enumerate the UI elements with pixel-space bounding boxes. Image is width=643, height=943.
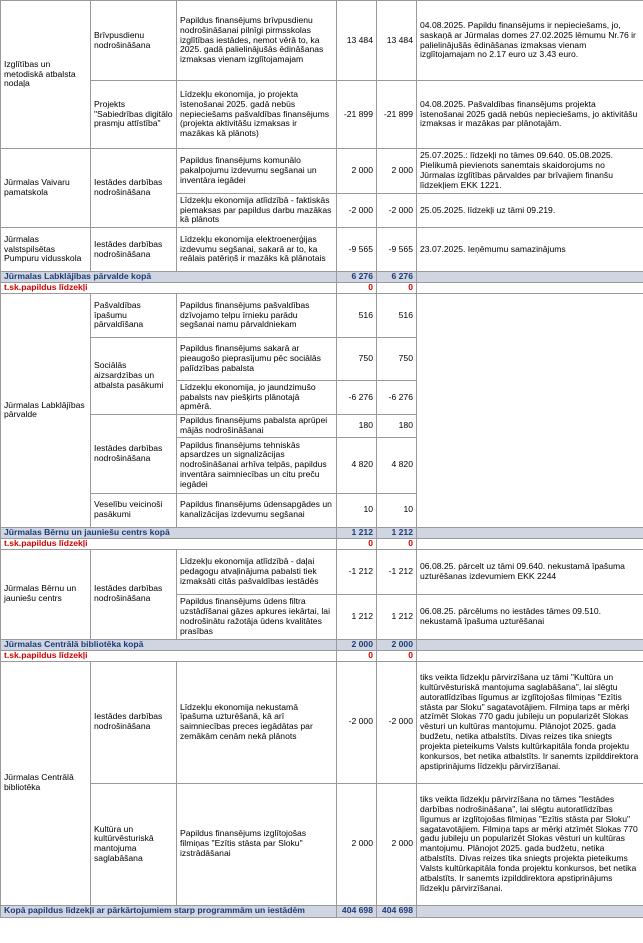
value-cell: -1 212 [337, 549, 377, 594]
value-cell: 180 [377, 415, 417, 438]
subtotal-label: Jūrmalas Bērnu un jauniešu centrs kopā [1, 527, 337, 538]
description-cell: Papildus finansējums ūdensapgādes un kanalizācijas izdevumu segšanai [177, 493, 337, 527]
subtotal-value: 6 276 [337, 272, 377, 283]
value-cell: -21 899 [377, 81, 417, 149]
institution-cell: Izglītības un metodiskā atbalsta nodaļa [1, 1, 91, 149]
description-cell: Līdzekļu ekonomija, jo jaundzimušo pabalsts nav piešķirts plānotajā apmērā. [177, 381, 337, 415]
subtotal-label: Jūrmalas Centrālā bibliotēka kopā [1, 639, 337, 650]
grand-total-value: 404 698 [377, 905, 417, 917]
description-cell: Papildus finansējums sakarā ar pieaugošo pieprasījumu pēc sociālās palīdzības pabalsta [177, 338, 337, 381]
institution-cell: Jūrmalas valstspilsētas Pumpuru vidusskola [1, 228, 91, 272]
value-cell: -2 000 [337, 661, 377, 783]
program-cell: Pašvaldības īpašumu pārvaldīšana [91, 294, 177, 338]
description-cell: Līdzekļu ekonomija atlīdzībā - faktiskās piemaksas par papildus darbu mazākas kā plānots [177, 194, 337, 228]
value-cell: 13 484 [377, 1, 417, 81]
subtotal-value: 6 276 [377, 272, 417, 283]
description-cell: Papildus finansējums izglītojošas filmiņas "Ezītis stāsta par Sloku" izstrādāšanai [177, 783, 337, 905]
value-cell: 4 820 [337, 437, 377, 493]
program-cell: Kultūra un kultūrvēsturiskā mantojuma saglabāšana [91, 783, 177, 905]
description-cell: Papildus finansējums tehniskās apsardzes un signalizācijas nodrošināšanai arhīva telpās, papildus inventāra saimniecības un citu preču iegādei [177, 437, 337, 493]
table-row [1, 549, 643, 594]
subtotal-row [1, 639, 643, 650]
additional-funds-value: 0 [337, 283, 377, 294]
note-cell: 25.05.2025. līdzekļi uz tāmi 09.219. [417, 194, 643, 228]
description-cell: Papildus finansējums pabalsta aprūpei mājās nodrošināšanai [177, 415, 337, 438]
description-cell: Līdzekļu ekonomija atlīdzībā - daļai pedagogu atvaļinājuma pabalsti tiek izmaksāti citās pašvaldības iestādēs [177, 549, 337, 594]
table-row [1, 783, 643, 905]
value-cell: -9 565 [377, 228, 417, 272]
value-cell: 13 484 [337, 1, 377, 81]
note-cell: 06.08.25. pārcēlums no iestādes tāmes 09.510. nekustamā īpašuma uzturēšanai [417, 594, 643, 639]
grand-total-value: 404 698 [337, 905, 377, 917]
value-cell: 750 [377, 338, 417, 381]
value-cell: -2 000 [377, 661, 417, 783]
description-cell: Papildus finansējums brīvpusdienu nodrošināšanai pilnīgi pirmsskolas izglītības iestādes, nemot vērā to, ka 2025. gadā palielinājušās ēdināšanas izmaksas vienam izglītojamajam [177, 1, 337, 81]
description-cell: Papildus finansējums pašvaldības dzīvojamo telpu īrnieku parādu segšanai namu pārvaldniekam [177, 294, 337, 338]
table-row [1, 81, 643, 149]
additional-funds-value: 0 [377, 650, 417, 661]
program-cell: Iestādes darbības nodrošināšana [91, 661, 177, 783]
program-cell: Sociālās aizsardzības un atbalsta pasākumi [91, 338, 177, 415]
table-row [1, 294, 643, 338]
grand-total-row [1, 905, 643, 917]
program-cell: Iestādes darbības nodrošināšana [91, 149, 177, 228]
subtotal-value: 2 000 [377, 639, 417, 650]
program-cell: Veselību veicinoši pasākumi [91, 493, 177, 527]
description-cell: Līdzekļu ekonomija, jo projekta īstenošanai 2025. gadā nebūs nepieciešams pašvaldības finansējums (projekta aktivitāšu izmaksas ir mazākas kā plānots) [177, 81, 337, 149]
additional-funds-row [1, 283, 643, 294]
institution-cell: Jūrmalas Bērnu un jauniešu centrs [1, 549, 91, 639]
subtotal-row [1, 272, 643, 283]
subtotal-label: Jūrmalas Labklājības pārvalde kopā [1, 272, 337, 283]
value-cell: 2 000 [377, 149, 417, 194]
value-cell: -6 276 [377, 381, 417, 415]
program-cell: Brīvpusdienu nodrošināšana [91, 1, 177, 81]
note-cell: 04.08.2025. Pašvaldības finansējums projekta īstenošanai 2025 gadā nebūs nepieciešams, jo aktivitāšu izmaksas ir mazākas par plānotajām. [417, 81, 643, 149]
subtotal-value: 1 212 [377, 527, 417, 538]
additional-funds-value: 0 [377, 283, 417, 294]
value-cell: 10 [337, 493, 377, 527]
value-cell: 10 [377, 493, 417, 527]
value-cell: 2 000 [337, 149, 377, 194]
value-cell: 1 212 [377, 594, 417, 639]
program-cell: Iestādes darbības nodrošināšana [91, 228, 177, 272]
additional-funds-row [1, 538, 643, 549]
additional-funds-label: t.sk.papildus līdzekļi [1, 538, 337, 549]
table-row [1, 228, 643, 272]
value-cell: -21 899 [337, 81, 377, 149]
value-cell: -2 000 [337, 194, 377, 228]
value-cell: -9 565 [337, 228, 377, 272]
institution-cell: Jūrmalas Vaivaru pamatskola [1, 149, 91, 228]
description-cell: Papildus finansējums komunālo pakalpojumu izdevumu segšanai un inventāra iegādei [177, 149, 337, 194]
value-cell: 516 [337, 294, 377, 338]
additional-funds-label: t.sk.papildus līdzekļi [1, 650, 337, 661]
additional-funds-value: 0 [337, 650, 377, 661]
institution-cell: Jūrmalas Centrālā bibliotēka [1, 661, 91, 905]
subtotal-value: 2 000 [337, 639, 377, 650]
value-cell: 4 820 [377, 437, 417, 493]
value-cell: 1 212 [337, 594, 377, 639]
program-cell: Iestādes darbības nodrošināšana [91, 549, 177, 639]
value-cell: -2 000 [377, 194, 417, 228]
additional-funds-value: 0 [337, 538, 377, 549]
table-row [1, 149, 643, 194]
subtotal-value: 1 212 [337, 527, 377, 538]
program-cell: Projekts "Sabiedrības digitālo prasmju attīstība" [91, 81, 177, 149]
description-cell: Līdzekļu ekonomija elektroenerģijas izdevumu segšanai, sakarā ar to, ka reālais patēriņš ir mazāks kā plānotais [177, 228, 337, 272]
note-cell: tiks veikta līdzekļu pārvirzīšana no tāmes "Iestādes darbības nodrošināšana", lai slēgtu autoratlīdzības līgumus ar izglītojošas filmiņas "Ezītis stāsta par Sloku" sagatavotājiem. Filmiņa taps ar mērķi atzīmēt Slokas 770 gadu jubileju un popularizēt Slokas vēsturi un kultūras mantojumu. Plānojot 2025. gada budžetu, netika atbalstīts. Divas reizes tika sniegts projekta pieteikums Valsts kultūrkapitāla fonda projektu konkursos, bet netika atbalstīts. Ir sanemts izpilddirektora apstiprinājums līdzekļu pārvirzīšanai. [417, 783, 643, 905]
table-row [1, 661, 643, 783]
value-cell: 2 000 [337, 783, 377, 905]
description-cell: Līdzekļu ekonomija nekustamā īpašuma uzturēšanā, kā arī saimniecības preces iegādātas par zemākām cenām nekā plānots [177, 661, 337, 783]
additional-funds-value: 0 [377, 538, 417, 549]
note-cell [417, 294, 643, 528]
note-cell: tiks veikta līdzekļu pārvirzīšana uz tāmi "Kultūra un kultūrvēsturiskā mantojuma saglabāšana", lai slēgtu autoratlīdzības līgumus ar izglītojošas filmiņas "Ezītis stāsta par Sloku" sagatavotājiem. Filmiņa taps ar mērķi atzīmēt Slokas 770 gadu jubileju un popularizēt Slokas vēsturi un kultūras mantojumu. Plānojot 2025. gada budžetu, netika atbalstīts. Divas reizes tika sniegts projekta pieteikums Valsts kultūrkapitāla fonda projektu konkursos, bet netika atbalstīts. Ir sanemts izpilddirektora apstiprinājums līdzekļu pārvirzīšanai. [417, 661, 643, 783]
additional-funds-row [1, 650, 643, 661]
value-cell: -6 276 [337, 381, 377, 415]
table-row [1, 1, 643, 81]
value-cell: -1 212 [377, 549, 417, 594]
description-cell: Papildus finansējums ūdens filtra uzstādīšanai gāzes apkures iekārtai, lai nodrošinātu ražotāja ūdens kvalitātes prasības [177, 594, 337, 639]
value-cell: 2 000 [377, 783, 417, 905]
note-cell: 25.07.2025.: līdzekļi no tāmes 09.640. 05.08.2025. Pielikumā pievienots sanemtais skaidorojums no Jūrmalas izglītības pārvaldes par brīvajiem finanšu līdzekļiem EKK 1221. [417, 149, 643, 194]
institution-cell: Jūrmalas Labklājības pārvalde [1, 294, 91, 528]
subtotal-row [1, 527, 643, 538]
value-cell: 750 [337, 338, 377, 381]
note-cell: 04.08.2025. Papildu finansējums ir nepieciešams, jo, saskaņā ar Jūrmalas domes 27.02.2025 lēmumu Nr.76 ir palielinājušās ēdināšanas izmaksas vienam izglītojamajam no 2.17 euro uz 3.43 euro. [417, 1, 643, 81]
value-cell: 180 [337, 415, 377, 438]
grand-total-label: Kopā papildus līdzekļi ar pārkārtojumiem starp programmām un iestādēm [1, 905, 337, 917]
additional-funds-label: t.sk.papildus līdzekļi [1, 283, 337, 294]
value-cell: 516 [377, 294, 417, 338]
note-cell: 23.07.2025. Ieņēmumu samazinājums [417, 228, 643, 272]
note-cell: 06.08.25. pārcelt uz tāmi 09.640. nekustamā īpašuma uzturēšanas izdevumiem EKK 2244 [417, 549, 643, 594]
program-cell: Iestādes darbības nodrošināšana [91, 415, 177, 494]
